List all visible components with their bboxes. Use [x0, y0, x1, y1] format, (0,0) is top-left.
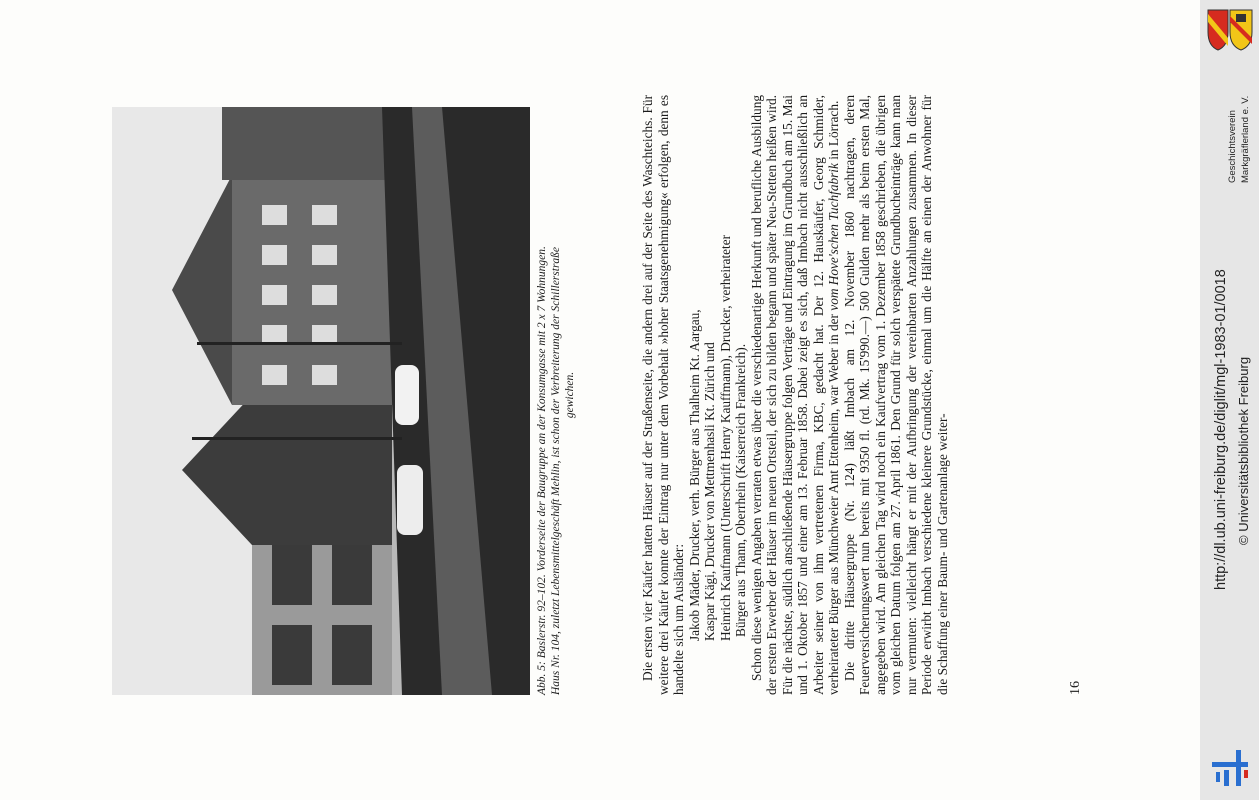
caption-line-2: Haus Nr. 104, zuletzt Lebensmittelgeschäft Mehlin, ist schon der Verbreiterung der Schillerstraße: [550, 246, 563, 695]
permalink-url[interactable]: http://dl.ub.uni-freiburg.de/diglit/mgl-1983-01/0018: [1213, 269, 1229, 590]
list-item: Heinrich Kaufmann (Unterschrift Henry Kauffmann), Drucker, verheirateter: [717, 234, 733, 641]
paragraph-2: [749, 95, 842, 695]
paragraph-2-end: in Lörrach.: [826, 100, 841, 164]
emphasis-text: vom Hove'schen Tuchfabrik: [826, 163, 841, 311]
ub-freiburg-logo-icon[interactable]: [1210, 748, 1250, 788]
list-item: Kaspar Kägi, Drucker von Mettmenhasli Kt. Zürich und: [702, 342, 717, 641]
coat-of-arms-icon: [1206, 8, 1254, 52]
paragraph-1: Die ersten vier Käufer hatten Häuser auf der Straßenseite, die andern drei auf der Seite des Waschteichs. Für weitere drei Käufer konnte der Eintrag nur unter dem Vorbehalt »hoher Staatsgenehmigung« erfolgen, denn es handelte sich um Ausländer:: [640, 95, 686, 695]
copyright-text: © Universitätsbibliothek Freiburg: [1236, 356, 1251, 545]
caption-line-1: Abb. 5: Baslerstr. 92–102. Vorderseite der Baugruppe an der Konsumgasse mit 2 x 7 Wohnungen.: [536, 246, 548, 695]
verein-name-line-2: Markgräflerland e. V.: [1240, 95, 1251, 183]
historic-photo: [112, 107, 530, 695]
list-item: Jakob Mäder, Drucker, verh. Bürger aus Thalheim Kt. Aargau,: [686, 309, 702, 641]
body-text: [640, 95, 950, 695]
buyer-list: [687, 95, 734, 695]
paragraph-2-text: Schon diese wenigen Angaben verraten etwas über die verschiedenartige Herkunft und berufliche Ausbildung der ersten Erwerber der Häuser im neuen Ortsteil, der sich zu bilden begann und später Neu-Stetten heißen wird. Für die nächste, südlich anschließende Häusergruppe folgen Verträge und Eintragung im Grundbuch am 15. Mai und 1. Oktober 1857 und einer am 13. Februar 1858. Dabei zeigt es sich, daß Imbach nicht ausschließlich an Arbeiter seiner von ihm vertretenen Firma, KBC, gedacht hat. Der 12. Hauskäufer, Georg Schmider, verheirateter Bürger aus Münchweier Amt Ettenheim, war Weber in der: [748, 95, 841, 695]
list-item-continuation: Bürger aus Thann, Oberrhein (Kaiserreich Frankreich).: [733, 343, 748, 637]
paragraph-3: Die dritte Häusergruppe (Nr. 124) läßt Imbach am 12. November 1860 nachtragen, deren Feuerversicherungswert nun bereits mit 9350 fl. (rd. Mk. 15'990.—) 500 Gulden mehr als beim ersten Mal, angegeben wird. Am gleichen Tag wird noch ein Kaufvertrag vom 1. Dezember 1858 geschrieben, die übrigen vom gleichen Datum folgen am 27. April 1861. Den Grund für solch verspätete Grundbucheinträge kann man nur vermuten: vielleicht hängt er mit der Aufbringung der vereinbarten Anzahlungen zusammen. In dieser Periode erwirbt Imbach verschiedene kleinere Grundstücke, einmal um die Hälfte an einen der Anwohner für die Schaffung einer Baum- und Gartenanlage weiter-: [841, 95, 950, 695]
figure-caption: [535, 95, 578, 695]
verein-name-line-1: Geschichtsverein: [1227, 110, 1238, 183]
page-number: 16: [1068, 681, 1083, 695]
caption-line-3: gewichen.: [564, 371, 577, 419]
